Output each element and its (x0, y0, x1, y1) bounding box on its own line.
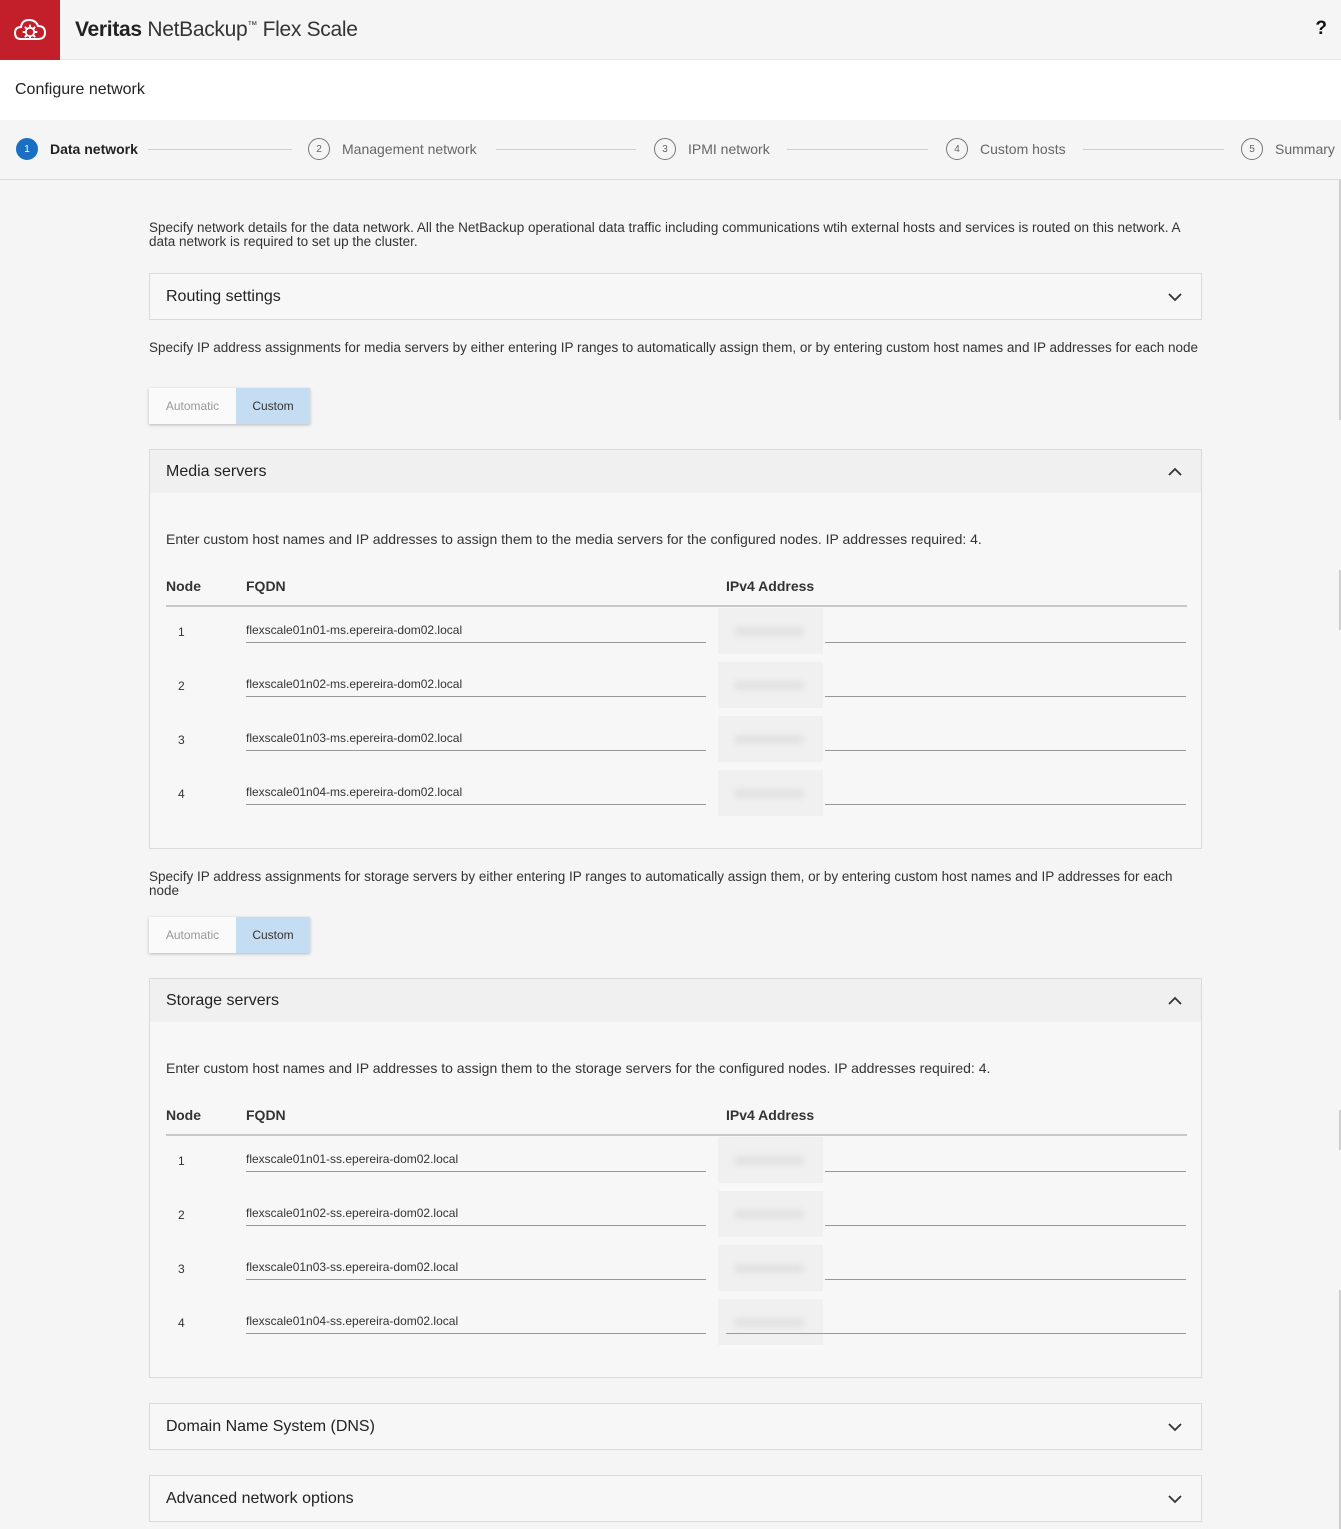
automatic-option[interactable]: Automatic (149, 388, 236, 424)
step-number: 1 (16, 138, 38, 160)
step-label: Summary (1275, 141, 1335, 157)
ipv4-input-underline (825, 1225, 1186, 1226)
media-assign-toggle (149, 388, 310, 424)
node-number: 3 (178, 1262, 185, 1276)
node-number: 2 (178, 679, 185, 693)
node-number: 4 (178, 1316, 185, 1330)
step-number: 2 (308, 138, 330, 160)
ipv4-input-redacted[interactable] (718, 1299, 823, 1345)
panel-title: Advanced network options (166, 1490, 354, 1507)
step-connector (1083, 149, 1224, 150)
storage-servers-header[interactable] (150, 979, 1201, 1022)
step-custom-hosts[interactable] (946, 137, 1066, 161)
step-label: IPMI network (688, 141, 770, 157)
dns-panel[interactable] (149, 1403, 1202, 1450)
table-header-divider (166, 605, 1187, 607)
step-number: 3 (654, 138, 676, 160)
step-label: Management network (342, 141, 477, 157)
ipv4-input-underline (825, 696, 1186, 697)
panel-title: Domain Name System (DNS) (166, 1418, 375, 1435)
ipv4-input-underline (825, 1279, 1186, 1280)
column-header-node: Node (166, 578, 201, 594)
ipv4-input-redacted[interactable] (718, 1191, 823, 1237)
table-header-divider (166, 1134, 1187, 1136)
panel-title: Storage servers (166, 991, 279, 1009)
chevron-down-icon (1165, 1489, 1185, 1509)
panel-title: Media servers (166, 462, 267, 480)
storage-assign-toggle (149, 917, 310, 953)
step-connector (496, 149, 636, 150)
node-number: 2 (178, 1208, 185, 1222)
column-header-fqdn: FQDN (246, 1107, 286, 1123)
ipv4-input-redacted[interactable] (718, 1137, 823, 1183)
chevron-down-icon (1165, 1417, 1185, 1437)
advanced-network-options-header[interactable] (150, 1476, 1201, 1522)
node-number: 3 (178, 733, 185, 747)
fqdn-input[interactable] (246, 725, 706, 751)
step-management-network[interactable] (308, 137, 477, 161)
fqdn-input[interactable] (246, 1146, 706, 1172)
panel-title: Routing settings (166, 288, 281, 305)
routing-settings-header[interactable] (150, 274, 1201, 320)
automatic-option[interactable]: Automatic (149, 917, 236, 953)
ipv4-input-redacted[interactable] (718, 716, 823, 762)
cloud-gear-logo-icon (0, 0, 60, 60)
fqdn-input[interactable] (246, 1200, 706, 1226)
intro-text: Specify network details for the data network. All the NetBackup operational data traffic including communications wtih external hosts and services is routed on this network. A data network is required to set up the cluster. (149, 220, 1180, 249)
step-ipmi-network[interactable] (654, 137, 770, 161)
chevron-down-icon (1165, 287, 1185, 307)
storage-assign-text: Specify IP address assignments for storage servers by either entering IP ranges to automatically assign them, or by entering custom host names and IP addresses for each node (149, 869, 1173, 898)
node-number: 1 (178, 1154, 185, 1168)
node-number: 1 (178, 625, 185, 639)
step-connector (148, 149, 292, 150)
media-servers-description: Enter custom host names and IP addresses to assign them to the media servers for the configured nodes. IP addresses required: 4. (166, 531, 982, 547)
chevron-up-icon (1165, 991, 1185, 1011)
media-assign-text: Specify IP address assignments for media servers by either entering IP ranges to automatically assign them, or by entering custom host names and IP addresses for each node (149, 340, 1199, 355)
custom-option[interactable]: Custom (236, 388, 310, 424)
chevron-up-icon (1165, 462, 1185, 482)
column-header-fqdn: FQDN (246, 578, 286, 594)
column-header-ipv4: IPv4 Address (726, 578, 815, 594)
page-title: Configure network (0, 60, 1341, 120)
fqdn-input[interactable] (246, 671, 706, 697)
ipv4-input-redacted[interactable] (718, 662, 823, 708)
ipv4-input-redacted[interactable] (718, 1245, 823, 1291)
step-label: Data network (50, 141, 138, 157)
column-header-ipv4: IPv4 Address (726, 1107, 815, 1123)
column-header-node: Node (166, 1107, 201, 1123)
fqdn-input[interactable] (246, 1254, 706, 1280)
routing-settings-panel[interactable] (149, 273, 1202, 320)
ipv4-input-redacted[interactable] (718, 608, 823, 654)
help-button[interactable]: ? (1315, 18, 1327, 39)
fqdn-input[interactable] (246, 617, 706, 643)
custom-option[interactable]: Custom (236, 917, 310, 953)
step-data-network[interactable] (16, 137, 138, 161)
dns-header[interactable] (150, 1404, 1201, 1450)
ipv4-input-underline (825, 804, 1186, 805)
advanced-network-options-panel[interactable] (149, 1475, 1202, 1522)
node-number: 4 (178, 787, 185, 801)
step-label: Custom hosts (980, 141, 1066, 157)
step-number: 5 (1241, 138, 1263, 160)
storage-servers-panel (149, 978, 1202, 1378)
app-header (0, 0, 1341, 60)
ipv4-input-redacted[interactable] (718, 770, 823, 816)
ipv4-input-underline (825, 1171, 1186, 1172)
ipv4-input-underline (825, 750, 1186, 751)
fqdn-input[interactable] (246, 1308, 706, 1334)
ipv4-input-underline (726, 1333, 1186, 1334)
fqdn-input[interactable] (246, 779, 706, 805)
storage-servers-description: Enter custom host names and IP addresses to assign them to the storage servers for the configured nodes. IP addresses required: 4. (166, 1060, 991, 1076)
step-number: 4 (946, 138, 968, 160)
app-brand: Veritas NetBackup™ Flex Scale (75, 17, 358, 41)
ipv4-input-underline (825, 642, 1186, 643)
step-summary[interactable] (1241, 137, 1335, 161)
media-servers-header[interactable] (150, 450, 1201, 493)
media-servers-panel (149, 449, 1202, 849)
step-connector (787, 149, 928, 150)
